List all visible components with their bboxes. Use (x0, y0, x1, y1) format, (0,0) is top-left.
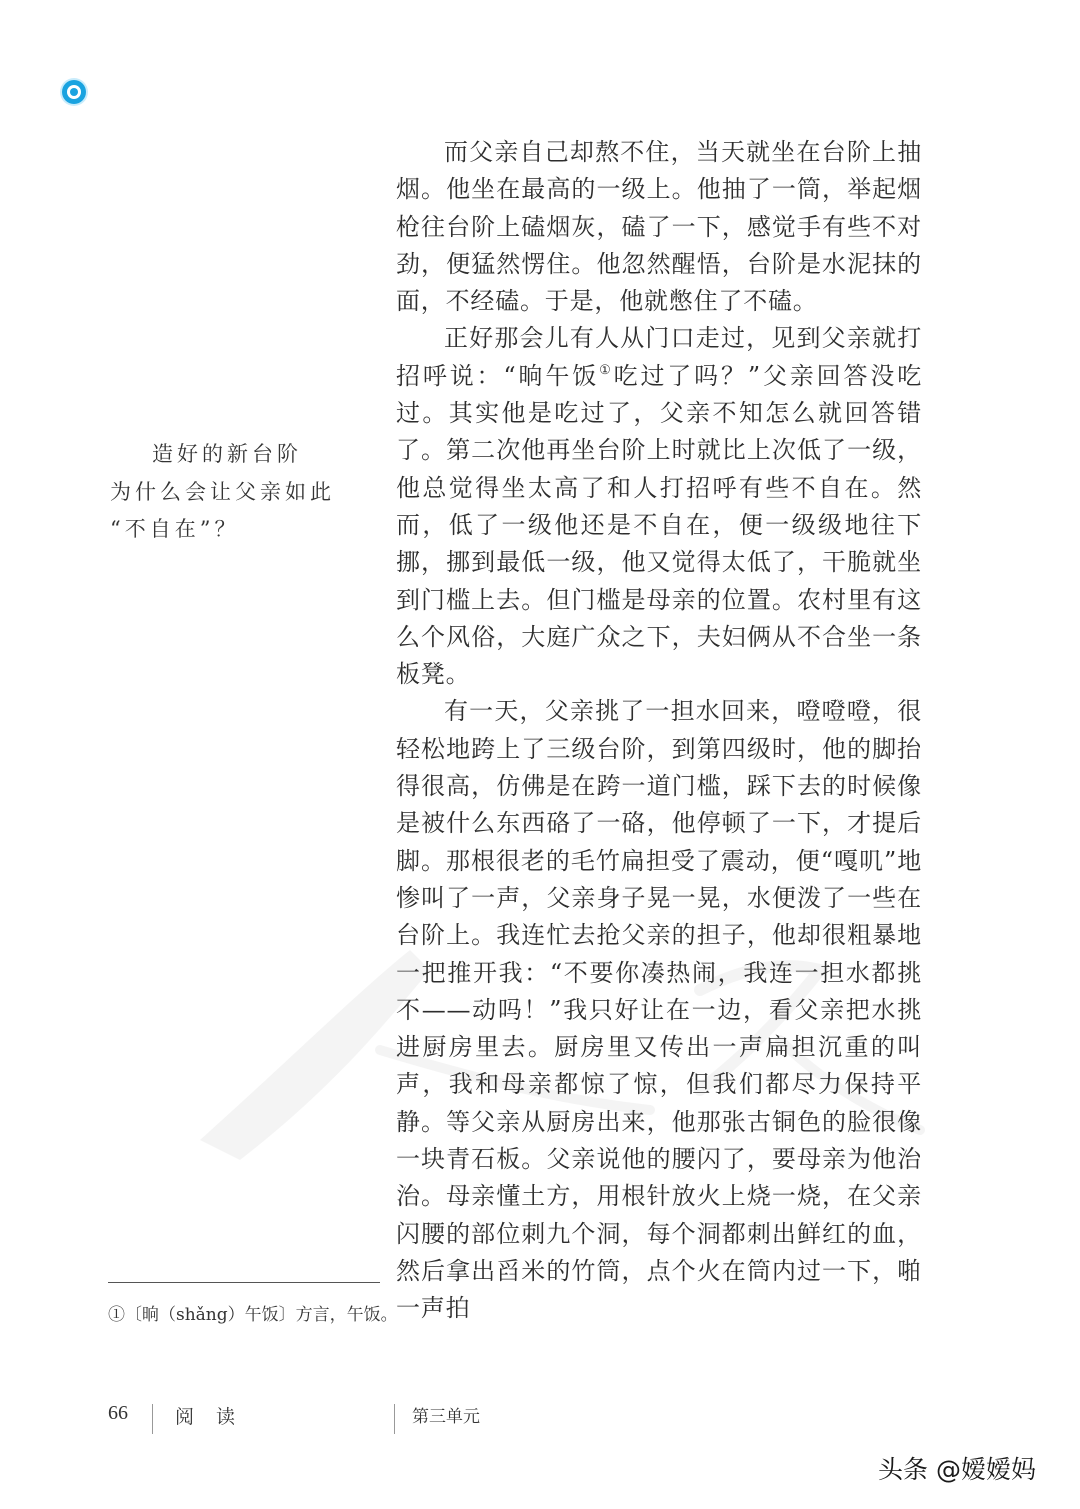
side-note-line-2: 为什么会让父亲如此 (110, 479, 335, 504)
side-note-line-3: “不自在”？ (110, 517, 240, 541)
paragraph-2-rest: 吃过了吗？”父亲回答没吃过。其实他是吃过了，父亲不知怎么就回答错了。第二次他再坐台阶上时就比上次低了一级，他总觉得坐太高了和人打招呼有些不自在。然而，低了一级他还是不自在，便一级级地往下挪，挪到最低一级，他又觉得太低了，干脆就坐到门槛上去。但门槛是母亲的位置。农村里有这么个风俗，大庭广众之下，夫妇俩从不合坐一条板凳。 (396, 361, 923, 689)
footer-divider (394, 1404, 395, 1434)
side-note-line-1: 造好的新台阶 (152, 442, 302, 466)
footnote-divider (108, 1282, 380, 1283)
footer-section-title: 阅 读 (175, 1406, 244, 1428)
footnote-marker: ① (599, 362, 614, 378)
side-question-note (110, 436, 350, 549)
footer-unit-title: 第三单元 (412, 1407, 480, 1427)
corner-badge-icon (62, 80, 86, 104)
page-number-text: 66 (108, 1402, 128, 1424)
paragraph-3: 有一天，父亲挑了一担水回来，噔噔噔，很轻松地跨上了三级台阶，到第四级时，他的脚抬得很高，仿佛是在跨一道门槛，踩下去的时候像是被什么东西硌了一硌，他停顿了一下，才提后脚。那根很老的毛竹扁担受了震动，便“嘎叽”地惨叫了一声，父亲身子晃一晃，水便泼了一些在台阶上。我连忙去抢父亲的担子，他却很粗暴地一把推开我：“不要你凑热闹，我连一担水都挑不——动吗！”我只好让在一边，看父亲把水挑进厨房里去。厨房里又传出一声扁担沉重的叫声，我和母亲都惊了惊，但我们都尽力保持平静。等父亲从厨房出来，他那张古铜色的脸很像一块青石板。父亲说他的腰闪了，要母亲为他治治。母亲懂土方，用根针放火上烧一烧，在父亲闪腰的部位刺九个洞，每个洞都刺出鲜红的血，然后拿出舀米的竹筒，点个火在筒内过一下，啪一声拍 (396, 697, 922, 1323)
paragraph-2-start: 正好那会儿有人从门口走过，见到父亲就打招呼说：“晌午饭 (396, 324, 922, 390)
footer-divider (152, 1404, 153, 1434)
main-body-text (396, 134, 922, 1328)
paragraph-2 (396, 320, 922, 693)
brand-watermark-text: 头条 @嫒嫒妈 (878, 1455, 1036, 1484)
footnote: ①〔晌（shǎng）午饭〕方言，午饭。 (108, 1305, 398, 1325)
page-number (108, 1402, 128, 1425)
paragraph-1: 而父亲自己却熬不住，当天就坐在台阶上抽烟。他坐在最高的一级上。他抽了一筒，举起烟枪往台阶上磕烟灰，磕了一下，感觉手有些不对劲，便猛然愣住。他忽然醒悟，台阶是水泥抹的面，不经磕。于是，他就憋住了不磕。 (396, 138, 922, 316)
